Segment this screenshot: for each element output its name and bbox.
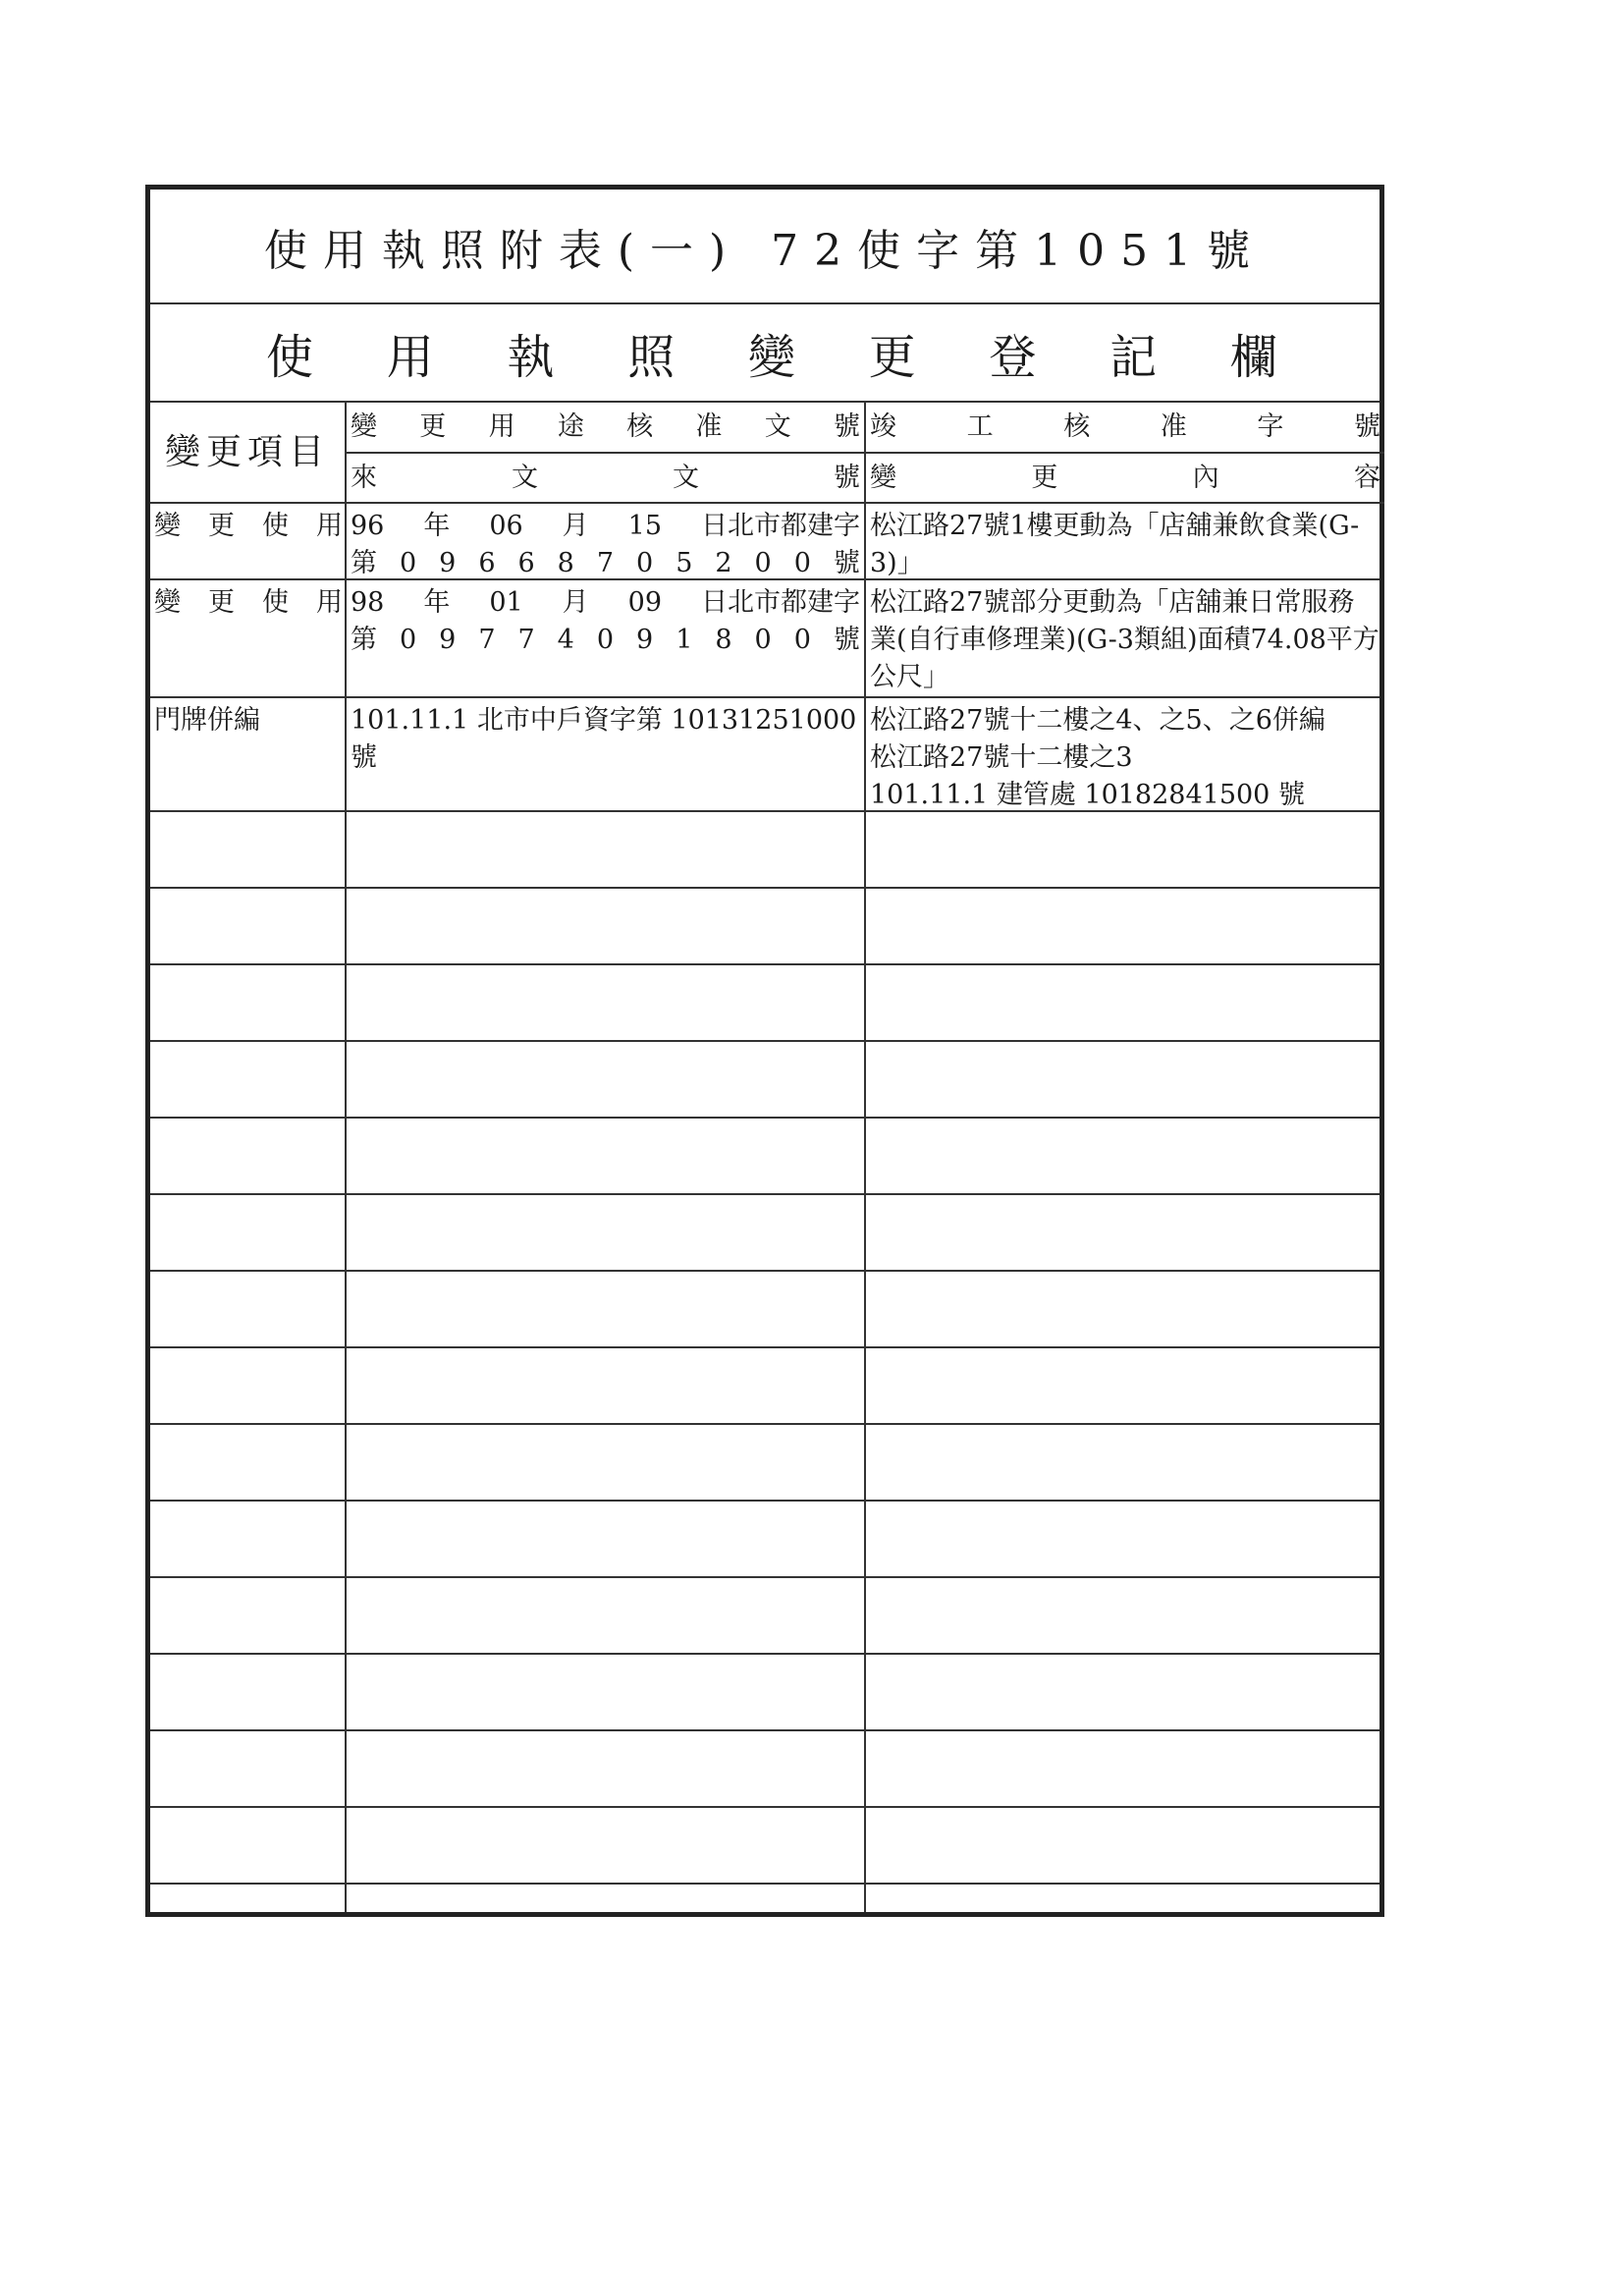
item-char: 更 bbox=[208, 511, 235, 541]
header-char: 核 bbox=[1063, 411, 1091, 442]
doc-token: 6 bbox=[478, 548, 496, 578]
subtitle-char: 登 bbox=[989, 329, 1037, 385]
header-char: 號 bbox=[1353, 411, 1380, 442]
doc-token: 96 bbox=[351, 511, 385, 541]
doc-token: 2 bbox=[715, 548, 732, 578]
header-char: 變 bbox=[351, 411, 377, 442]
doc-token: 0 bbox=[793, 625, 811, 655]
header-char: 文 bbox=[764, 411, 791, 442]
subtitle-char: 照 bbox=[627, 329, 676, 385]
doc-token: 7 bbox=[478, 625, 496, 655]
item-char: 變 bbox=[154, 587, 181, 618]
doc-token: 0 bbox=[596, 625, 615, 655]
doc-token: 98 bbox=[351, 587, 385, 618]
row-divider bbox=[150, 1270, 1380, 1272]
doc-token: 15 bbox=[627, 511, 663, 541]
header-char: 工 bbox=[966, 411, 994, 442]
row3-content bbox=[866, 698, 1384, 818]
header-char: 號 bbox=[833, 411, 860, 442]
row-divider bbox=[150, 887, 1380, 889]
row3-doc-no: 101.11.1 北市中戶資字第 10131251000 號 bbox=[351, 705, 857, 773]
row1-item bbox=[150, 504, 347, 549]
doc-token: 月 bbox=[562, 587, 589, 618]
row2-content: 松江路27號部分更動為「店舖兼日常服務業(自行車修理業)(G-3類組)面積74.08平方公尺」 bbox=[870, 587, 1380, 692]
row-divider bbox=[150, 578, 1380, 580]
subtitle-char: 使 bbox=[266, 329, 314, 385]
header-char: 更 bbox=[1031, 462, 1058, 493]
doc-token: 06 bbox=[489, 511, 523, 541]
doc-token: 7 bbox=[517, 625, 535, 655]
header-char: 核 bbox=[626, 411, 654, 442]
doc-token: 日北市都建字 bbox=[701, 511, 860, 541]
header-change-item: 變更項目 bbox=[150, 403, 347, 504]
header-completion-no bbox=[866, 403, 1384, 454]
doc-token: 0 bbox=[793, 548, 811, 578]
header-char: 文 bbox=[512, 462, 538, 493]
doc-token: 月 bbox=[562, 511, 589, 541]
doc-token: 8 bbox=[715, 625, 732, 655]
doc-token: 年 bbox=[423, 511, 451, 541]
doc-token: 日北市都建字 bbox=[701, 587, 860, 618]
doc-token: 5 bbox=[676, 548, 693, 578]
row1-content: 松江路27號1樓更動為「店舖兼飲食業(G-3)」 bbox=[870, 511, 1360, 578]
row-divider bbox=[150, 1576, 1380, 1578]
row3-item: 門牌併編 bbox=[154, 705, 260, 736]
column-divider-1 bbox=[345, 403, 347, 1912]
header-char: 號 bbox=[834, 462, 860, 493]
row3-content-line1: 松江路27號十二樓之4、之5、之6併編 bbox=[870, 705, 1325, 736]
header-char: 准 bbox=[1160, 411, 1187, 442]
doc-token: 7 bbox=[596, 548, 615, 578]
doc-token: 8 bbox=[557, 548, 574, 578]
header-char: 竣 bbox=[870, 411, 896, 442]
header-char: 用 bbox=[488, 411, 515, 442]
subtitle-char: 執 bbox=[507, 329, 555, 385]
doc-token: 第 bbox=[351, 625, 377, 655]
row-divider bbox=[150, 1346, 1380, 1348]
column-divider-2 bbox=[864, 403, 866, 1912]
doc-token: 0 bbox=[754, 625, 772, 655]
subtitle-char: 記 bbox=[1109, 329, 1158, 385]
header-char: 准 bbox=[695, 411, 723, 442]
row-divider bbox=[150, 1500, 1380, 1502]
doc-token: 01 bbox=[489, 587, 523, 618]
doc-token: 1 bbox=[676, 625, 693, 655]
page-title: 使用執照附表(一) 72使字第1051號 bbox=[150, 190, 1380, 304]
header-char: 字 bbox=[1257, 411, 1284, 442]
header-incoming-no bbox=[347, 454, 864, 504]
doc-token: 0 bbox=[636, 548, 654, 578]
doc-token: 第 bbox=[351, 548, 377, 578]
row-divider bbox=[150, 1040, 1380, 1042]
table-subtitle bbox=[150, 304, 1380, 403]
header-char: 來 bbox=[351, 462, 377, 493]
doc-token: 號 bbox=[833, 625, 860, 655]
row-divider bbox=[150, 1117, 1380, 1119]
subtitle-char: 欄 bbox=[1229, 329, 1277, 385]
subtitle-char: 更 bbox=[868, 329, 916, 385]
row-divider bbox=[150, 1653, 1380, 1655]
doc-token: 9 bbox=[439, 625, 457, 655]
doc-token: 0 bbox=[399, 625, 417, 655]
header-change-content bbox=[866, 454, 1384, 504]
row-divider bbox=[150, 1806, 1380, 1808]
item-char: 用 bbox=[316, 511, 343, 541]
row-divider bbox=[150, 1729, 1380, 1731]
row2-doc-no bbox=[347, 580, 864, 663]
row3-content-line2: 松江路27號十二樓之3 bbox=[870, 742, 1133, 773]
row-divider bbox=[150, 1423, 1380, 1425]
doc-token: 4 bbox=[557, 625, 574, 655]
row2-item bbox=[150, 580, 347, 626]
change-registration-table bbox=[145, 185, 1384, 1917]
row-divider bbox=[150, 1883, 1380, 1885]
item-char: 使 bbox=[262, 587, 289, 618]
row-divider bbox=[150, 1193, 1380, 1195]
item-char: 更 bbox=[208, 587, 235, 618]
row-divider bbox=[150, 963, 1380, 965]
subtitle-char: 變 bbox=[747, 329, 795, 385]
doc-token: 0 bbox=[399, 548, 417, 578]
header-char: 途 bbox=[557, 411, 584, 442]
item-char: 使 bbox=[262, 511, 289, 541]
header-approval-no bbox=[347, 403, 864, 454]
doc-token: 年 bbox=[423, 587, 451, 618]
header-char: 變 bbox=[870, 462, 896, 493]
doc-token: 9 bbox=[636, 625, 654, 655]
header-char: 內 bbox=[1192, 462, 1219, 493]
item-char: 用 bbox=[316, 587, 343, 618]
header-char: 容 bbox=[1353, 462, 1380, 493]
doc-token: 09 bbox=[627, 587, 663, 618]
row3-content-line3: 101.11.1 建管處 10182841500 號 bbox=[870, 780, 1305, 810]
doc-token: 6 bbox=[517, 548, 535, 578]
doc-token: 9 bbox=[439, 548, 457, 578]
item-char: 變 bbox=[154, 511, 181, 541]
row1-doc-no bbox=[347, 504, 864, 586]
header-char: 更 bbox=[419, 411, 447, 442]
row-divider bbox=[150, 696, 1380, 698]
doc-token: 0 bbox=[754, 548, 772, 578]
subtitle-char: 用 bbox=[386, 329, 434, 385]
row-divider bbox=[150, 810, 1380, 812]
header-char: 文 bbox=[673, 462, 699, 493]
doc-token: 號 bbox=[833, 548, 860, 578]
